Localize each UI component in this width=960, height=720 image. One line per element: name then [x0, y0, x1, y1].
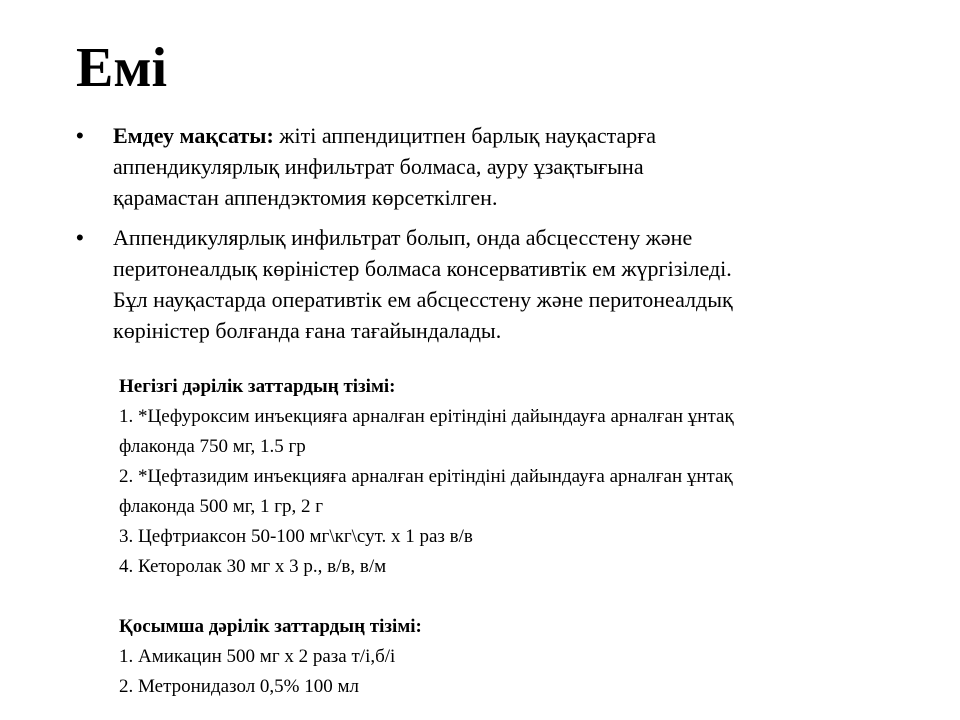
- drug-line: 4. Кеторолак 30 мг х 3 р., в/в, в/м: [119, 556, 387, 577]
- bullet-dot: •: [76, 225, 84, 250]
- main-drugs-heading: Негізгі дәрілік заттардың тізімі:: [119, 376, 396, 397]
- bullet-line: Бұл науқастарда оперативтік ем абсцесстену және перитонеалдық: [113, 287, 733, 312]
- drug-line: 2. Метронидазол 0,5% 100 мл: [119, 676, 360, 697]
- bullet-line: перитонеалдық көріністер болмаса консервативтік ем жүргізіледі.: [113, 256, 732, 281]
- bullet-conservative-treatment: [76, 222, 916, 346]
- bullet-line: Аппендикулярлық инфильтрат болып, онда абсцесстену және: [113, 225, 693, 250]
- drug-line: 2. *Цефтазидим инъекцияға арналған ерітіндіні дайындауға арналған ұнтақ: [119, 466, 733, 487]
- drug-line: 1. Амикацин 500 мг х 2 раза т/і,б/і: [119, 646, 396, 667]
- bullet-list: [76, 120, 916, 355]
- bullet-line: көріністер болғанда ғана тағайындалады.: [113, 318, 502, 343]
- drug-line: флаконда 500 мг, 1 гр, 2 г: [119, 496, 324, 517]
- slide-title: Емі: [76, 37, 168, 99]
- bullet-dot: •: [76, 123, 84, 148]
- list-spacer: [119, 582, 919, 612]
- drug-lists: [119, 372, 919, 702]
- bullet-line: [113, 120, 916, 151]
- drug-line: 1. *Цефуроксим инъекцияға арналған ерітіндіні дайындауға арналған ұнтақ: [119, 406, 734, 427]
- bullet-treatment-goal: [76, 120, 916, 213]
- bullet-line: аппендикулярлық инфильтрат болмаса, ауру ұзақтығына: [113, 154, 644, 179]
- drug-line: флаконда 750 мг, 1.5 гр: [119, 436, 306, 457]
- bullet-line: қарамастан аппендэктомия көрсеткілген.: [113, 185, 498, 210]
- extra-drugs-heading: Қосымша дәрілік заттардың тізімі:: [119, 616, 422, 637]
- treatment-goal-label: Емдеу мақсаты:: [113, 123, 274, 148]
- drug-line: 3. Цефтриаксон 50-100 мг\кг\сут. х 1 раз в/в: [119, 526, 473, 547]
- bullet-text: жіті аппендицитпен барлық науқастарға: [273, 123, 657, 148]
